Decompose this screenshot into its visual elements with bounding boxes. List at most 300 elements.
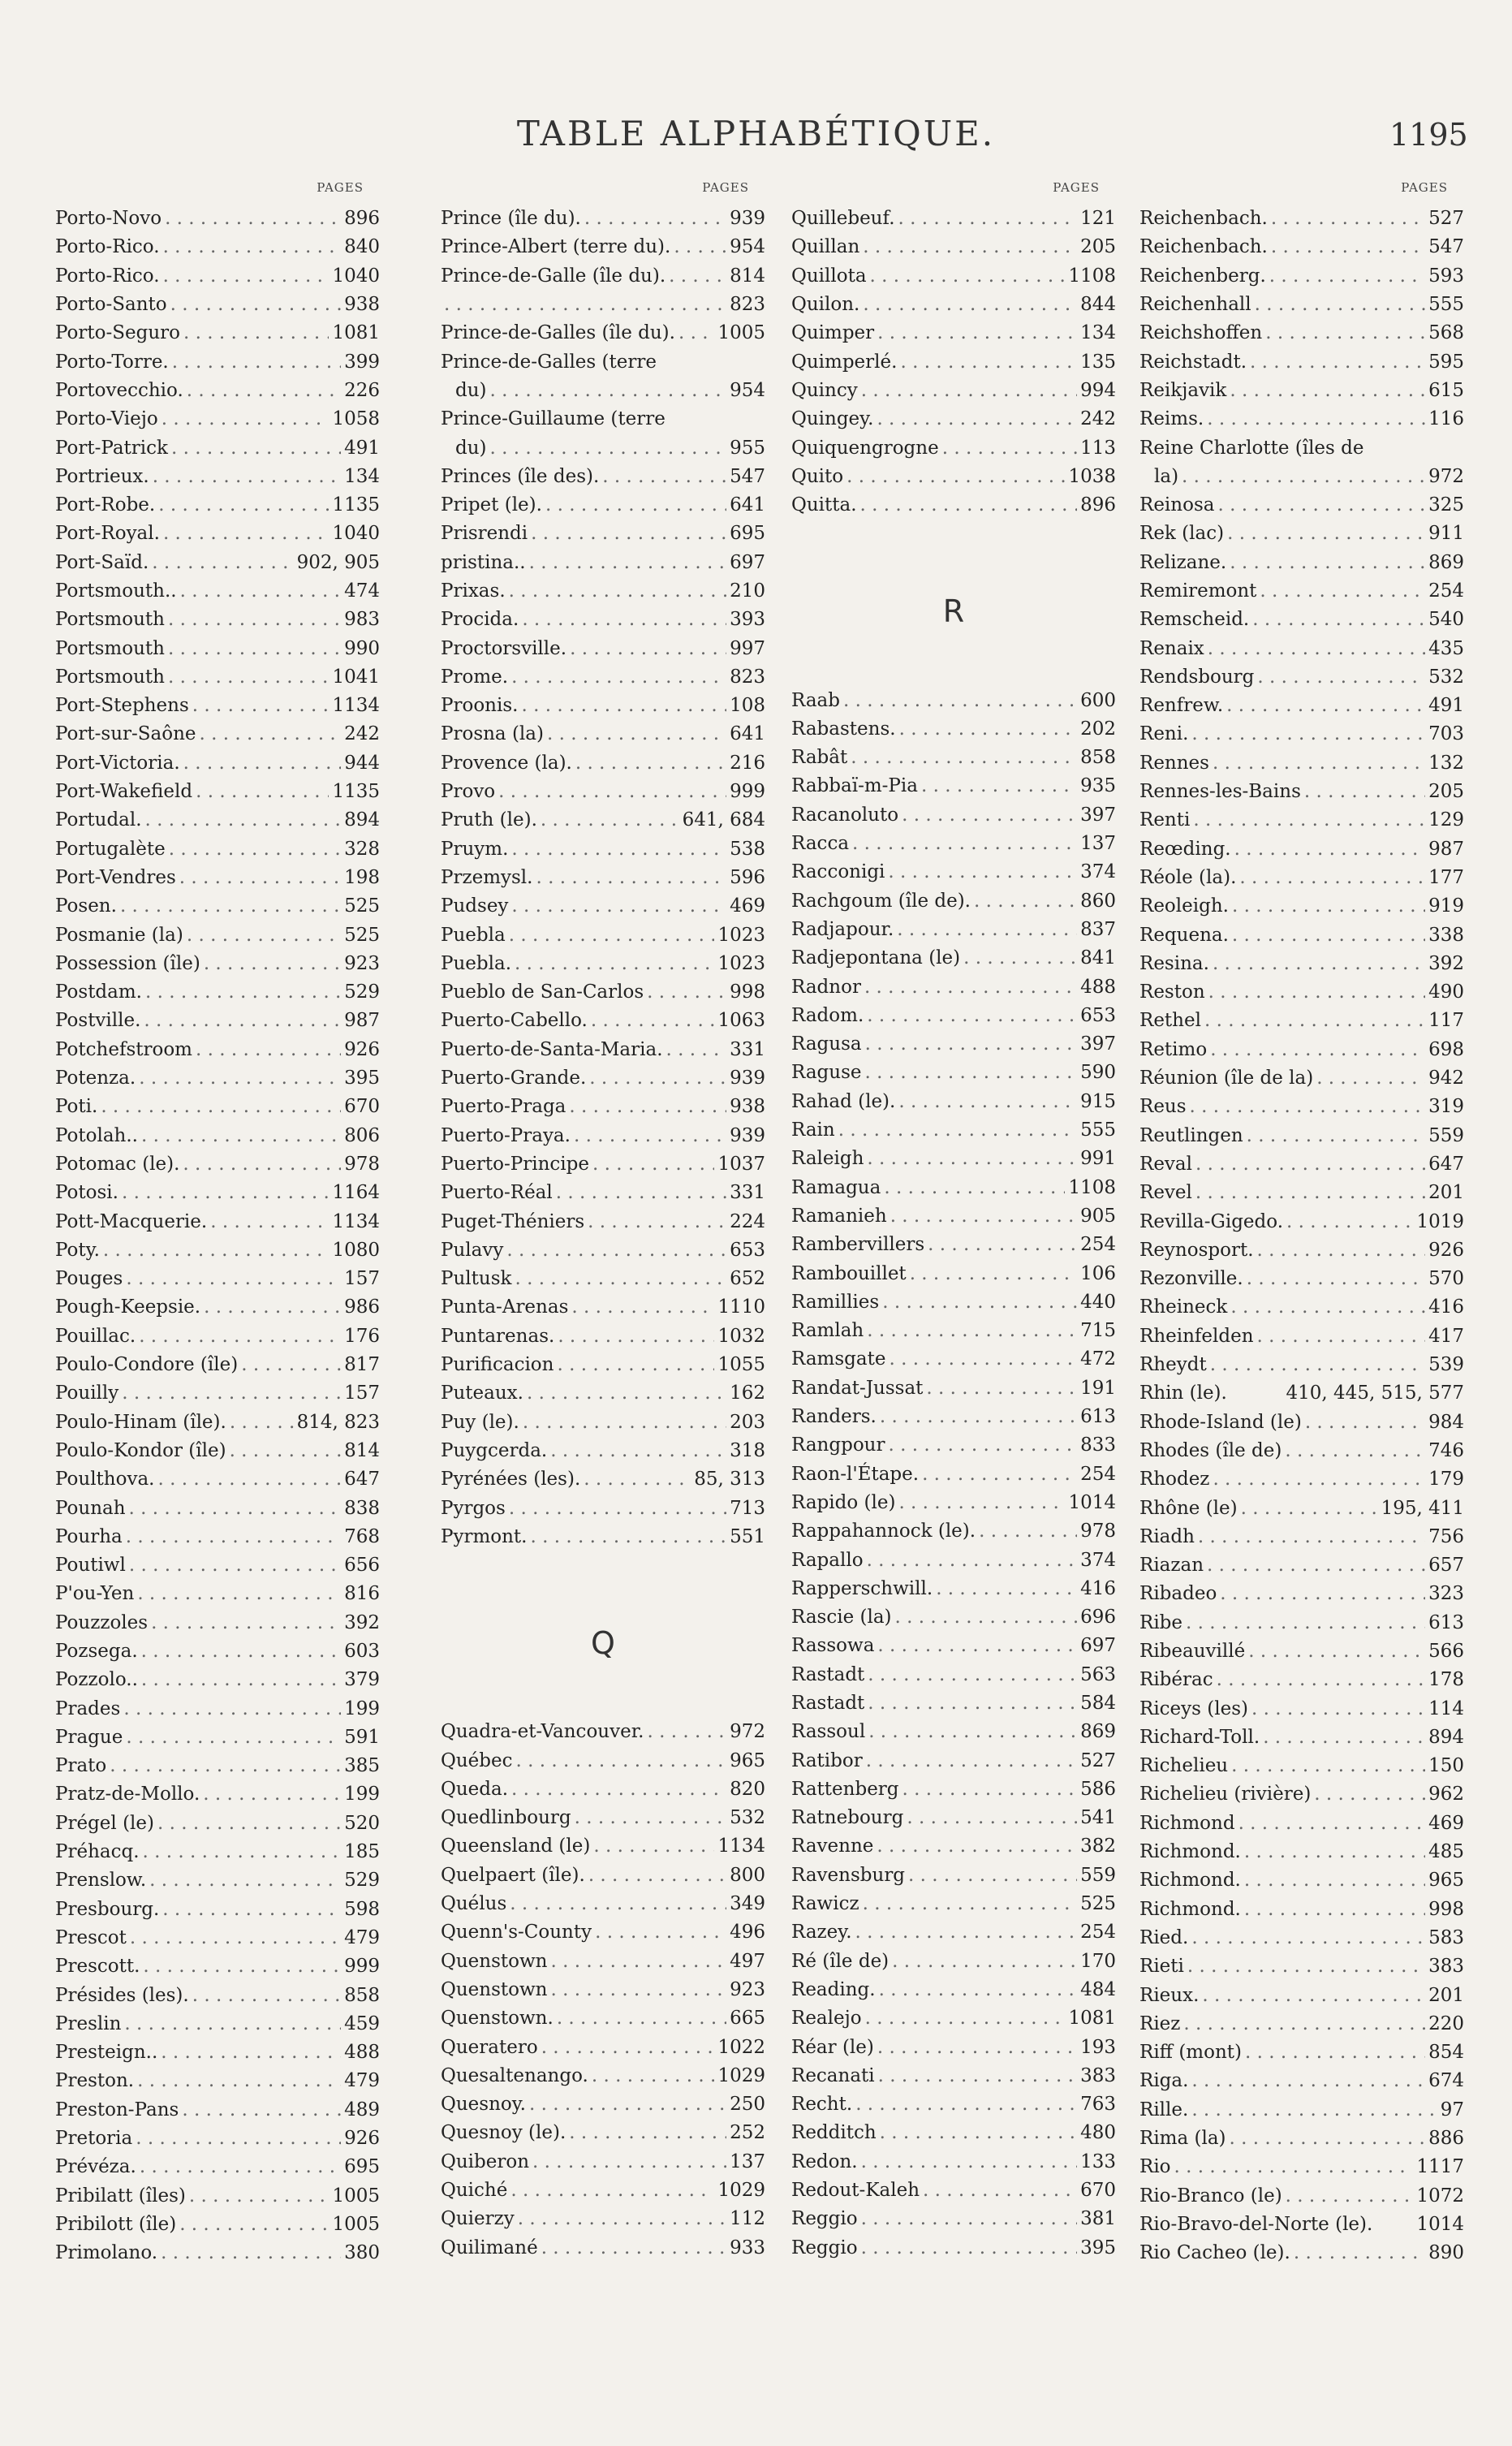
index-entry (441, 1351, 765, 1379)
leader-dots (183, 324, 329, 343)
entry-name: Quincy (791, 379, 858, 401)
entry-page: 399 (344, 351, 380, 373)
spacer (791, 629, 1116, 658)
entry-name: Rieux. (1139, 1984, 1200, 2006)
index-entry (441, 1007, 765, 1035)
entry-page: 600 (1080, 689, 1116, 711)
entry-page: 1081 (1068, 2008, 1116, 2030)
entry-name: Port-Saïd. (55, 551, 149, 573)
entry-page: 806 (344, 1124, 380, 1146)
leader-dots (163, 524, 330, 543)
index-entry (791, 1345, 1116, 1374)
entry-name: Ribeauvillé (1139, 1640, 1246, 1662)
index-entry (55, 1093, 380, 1121)
entry-page: 990 (344, 637, 380, 659)
entry-name: Pruth (le). (441, 809, 537, 831)
index-entry (791, 1116, 1116, 1145)
index-entry (791, 205, 1116, 233)
index-entry (55, 1322, 380, 1351)
entry-page: 999 (730, 781, 765, 803)
entry-name: Posen. (55, 895, 117, 917)
entry-name: Rascie (la) (791, 1607, 892, 1629)
entry-page: 191 (1080, 1377, 1116, 1399)
entry-name: Reus (1139, 1096, 1187, 1118)
spacer (791, 658, 1116, 686)
entry-page: 986 (344, 1296, 380, 1318)
index-entry (1139, 1064, 1464, 1093)
entry-page: 490 (1428, 981, 1464, 1003)
index-entry (1139, 1752, 1464, 1780)
entry-name: Ravensburg (791, 1864, 906, 1886)
entry-page: 814, 823 (296, 1411, 380, 1433)
leader-dots (529, 2095, 726, 2114)
index-entry (55, 720, 380, 748)
entry-page: 894 (344, 809, 380, 831)
entry-page: 697 (730, 551, 765, 573)
entry-page: 395 (344, 1068, 380, 1089)
leader-dots (584, 1470, 691, 1489)
entry-name: Pouilly (55, 1383, 119, 1404)
index-entry (441, 1718, 765, 1746)
index-entry (55, 950, 380, 978)
entry-page: 869 (1428, 551, 1464, 573)
leader-dots (1271, 238, 1425, 257)
entry-page: 1029 (717, 2180, 765, 2202)
entry-name: Renaix (1139, 637, 1204, 659)
leader-dots (843, 692, 1077, 710)
index-entry (1139, 1122, 1464, 1150)
index-entry (791, 1088, 1116, 1116)
index-entry (1139, 1265, 1464, 1293)
entry-page: 328 (344, 838, 380, 860)
entry-name: Razey. (791, 1922, 852, 1943)
entry-name: Realejo (791, 2008, 862, 2030)
entry-name: Porto-Viejo (55, 408, 158, 430)
leader-dots (899, 720, 1078, 739)
entry-page: 242 (1080, 408, 1116, 430)
leader-dots (509, 582, 726, 601)
entry-page: 374 (1080, 1549, 1116, 1571)
entry-name: Prince-de-Galles (île du). (441, 322, 675, 344)
entry-page: 905 (1080, 1205, 1116, 1227)
leader-dots (490, 439, 727, 458)
entry-name: Presteign.. (55, 2042, 158, 2064)
entry-name: Richmond. (1139, 1841, 1241, 1863)
leader-dots (882, 1293, 1077, 1312)
entry-name: Rangpour (791, 1434, 885, 1456)
entry-name: Rapallo (791, 1549, 864, 1571)
entry-page: 116 (1428, 408, 1464, 430)
entry-name: Ratnebourg (791, 1807, 904, 1829)
leader-dots (1269, 267, 1425, 286)
entry-page: 1063 (717, 1010, 765, 1032)
index-entry (55, 205, 380, 233)
index-entry (441, 1408, 765, 1436)
index-entry-line (1139, 434, 1464, 462)
entry-name: Portugalète (55, 838, 166, 860)
entry-page: 383 (1428, 1956, 1464, 1978)
entry-page: 323 (1428, 1583, 1464, 1605)
leader-dots (152, 554, 293, 572)
index-entry (791, 801, 1116, 830)
entry-name: Puerto-Praya. (441, 1124, 571, 1146)
leader-dots (1286, 2187, 1414, 2206)
entry-page: 583 (1428, 1926, 1464, 1948)
entry-name: Renfrew. (1139, 695, 1224, 717)
index-entry (1139, 577, 1464, 606)
index-entry (55, 1752, 380, 1780)
entry-name: Portrieux. (55, 465, 149, 487)
index-entry (1139, 377, 1464, 405)
entry-page: 935 (1080, 775, 1116, 797)
index-entry (55, 1810, 380, 1838)
entry-name: Porto-Novo (55, 208, 162, 230)
entry-page: 117 (1428, 1010, 1464, 1032)
index-entry (1139, 1580, 1464, 1608)
entry-page: 134 (1080, 322, 1116, 344)
index-entry (55, 2181, 380, 2210)
entry-page: 220 (1428, 2012, 1464, 2034)
entry-page: 1080 (332, 1239, 380, 1261)
entry-page: 547 (1428, 236, 1464, 258)
entry-name: Rambervillers (791, 1234, 925, 1256)
leader-dots (1217, 496, 1425, 515)
index-entry (791, 1374, 1116, 1403)
index-entry (55, 1293, 380, 1322)
entry-name: Reggio (791, 2208, 858, 2230)
entry-page: 713 (730, 1497, 765, 1519)
entry-page: 902, 905 (296, 551, 380, 573)
entry-name: Prome. (441, 666, 509, 688)
entry-page: 479 (344, 2070, 380, 2092)
index-entry (791, 944, 1116, 973)
entry-name: Port-Robe. (55, 494, 156, 516)
index-entry (791, 887, 1116, 916)
entry-page: 555 (1080, 1119, 1116, 1141)
entry-page: 566 (1428, 1640, 1464, 1662)
index-entry (1139, 864, 1464, 892)
entry-name: Racca (791, 833, 850, 855)
entry-name: Proonis. (441, 695, 519, 717)
leader-dots (196, 1041, 341, 1059)
index-entry (1139, 1780, 1464, 1809)
entry-name: Recanati (791, 2064, 875, 2086)
entry-page: 525 (344, 924, 380, 946)
entry-name: Poulthova. (55, 1469, 155, 1490)
index-entry (55, 892, 380, 921)
entry-name: Remiremont (1139, 580, 1257, 602)
entry-name: Reni. (1139, 723, 1189, 745)
index-entry (791, 1775, 1116, 1804)
entry-page: 656 (344, 1555, 380, 1577)
entry-page: 613 (1080, 1406, 1116, 1428)
entry-page: 201 (1428, 1984, 1464, 2006)
entry-page: 817 (344, 1354, 380, 1376)
entry-name: Prixas. (441, 580, 506, 602)
index-entry (55, 1723, 380, 1752)
entry-page: 416 (1428, 1296, 1464, 1318)
leader-dots (126, 1728, 341, 1747)
entry-name: Queda. (441, 1778, 509, 1800)
entry-page: 568 (1428, 322, 1464, 344)
leader-dots (1191, 2072, 1425, 2090)
leader-dots (506, 1241, 726, 1260)
entry-page: 559 (1080, 1864, 1116, 1886)
index-entry (1139, 1150, 1464, 1179)
entry-page: 1022 (717, 2036, 765, 2058)
index-entry (791, 463, 1116, 491)
entry-page: 613 (1428, 1611, 1464, 1633)
entry-name: Rethel (1139, 1010, 1201, 1032)
entry-name: Réunion (île de la) (1139, 1068, 1314, 1089)
entry-name: Reichstadt. (1139, 351, 1247, 373)
leader-dots (523, 1413, 726, 1432)
leader-dots (1263, 1728, 1425, 1747)
leader-dots (1230, 382, 1425, 400)
index-entry (1139, 262, 1464, 291)
index-entry (55, 1007, 380, 1035)
spacer (441, 1551, 765, 1580)
index-entry (791, 291, 1116, 319)
leader-dots (1230, 554, 1425, 572)
entry-page: 331 (730, 1182, 765, 1204)
entry-name: Pyrgos (441, 1497, 506, 1519)
entry-page: 325 (1428, 494, 1464, 516)
index-entry (55, 549, 380, 577)
leader-dots (158, 496, 329, 515)
leader-dots (910, 1265, 1077, 1283)
index-entry (441, 950, 765, 978)
entry-page: 114 (1428, 1698, 1464, 1719)
leader-dots (141, 1671, 341, 1689)
entry-page: 254 (1080, 1234, 1116, 1256)
leader-dots (130, 1929, 341, 1948)
entry-page: 416 (1080, 1577, 1116, 1599)
index-entry (55, 1351, 380, 1379)
entry-name: Quenstown (441, 1950, 548, 1972)
index-entry (791, 1317, 1116, 1345)
entry-page: 647 (344, 1469, 380, 1490)
entry-name: Reoleigh. (1139, 895, 1229, 917)
entry-page: 529 (344, 1870, 380, 1892)
index-entry (1139, 1007, 1464, 1035)
leader-dots (890, 1207, 1077, 1226)
entry-name: Queensland (le) (441, 1836, 591, 1857)
leader-dots (511, 840, 726, 859)
entry-name: Reading. (791, 1978, 876, 2000)
entry-name: Pyrénées (les). (441, 1469, 581, 1490)
index-entry (1139, 1093, 1464, 1121)
entry-name: Québec (441, 1749, 513, 1771)
entry-name: Ramagua (791, 1176, 881, 1198)
leader-dots (1260, 582, 1425, 601)
leader-dots (204, 1298, 341, 1317)
leader-dots (1238, 1814, 1426, 1833)
entry-name: Radjepontana (le) (791, 947, 961, 969)
entry-name: Richmond. (1139, 1870, 1241, 1892)
leader-dots (140, 2158, 341, 2176)
leader-dots (1247, 1127, 1425, 1145)
entry-page: 987 (1428, 838, 1464, 860)
leader-dots (557, 2009, 726, 2028)
leader-dots (162, 410, 330, 429)
entry-page: 216 (730, 752, 765, 774)
index-entry (55, 606, 380, 634)
entry-name: Quimperlé. (791, 351, 898, 373)
leader-dots (556, 1184, 726, 1202)
entry-name: Quelpaert (île). (441, 1864, 585, 1886)
leader-dots (892, 1952, 1077, 1971)
entry-name: Poulo-Condore (île) (55, 1354, 239, 1376)
entry-page: 703 (1428, 723, 1464, 745)
index-entry-line (441, 347, 765, 376)
entry-page: 397 (1080, 804, 1116, 826)
entry-page: 586 (1080, 1778, 1116, 1800)
leader-dots (141, 1642, 341, 1661)
entry-name: Rabastens. (791, 718, 896, 740)
entry-page: 994 (1080, 379, 1116, 401)
leader-dots (865, 2009, 1066, 2028)
spacer (791, 520, 1116, 548)
index-entry (441, 1207, 765, 1236)
leader-dots (1190, 1098, 1426, 1116)
entry-page: 202 (1080, 718, 1116, 740)
index-entry (441, 978, 765, 1007)
entry-page: 972 (730, 1721, 765, 1743)
index-entry (441, 1775, 765, 1804)
entry-name: Rhodez (1139, 1469, 1210, 1490)
entry-name: Randat-Jussat (791, 1377, 924, 1399)
leader-dots (141, 1127, 341, 1145)
entry-page: 108 (730, 695, 765, 717)
index-entry (55, 978, 380, 1007)
entry-page: 1023 (717, 952, 765, 974)
entry-page: 978 (344, 1153, 380, 1175)
entry-name: Revel (1139, 1182, 1192, 1204)
entry-page: 380 (344, 2242, 380, 2264)
leader-dots (168, 668, 329, 687)
entry-name: Puntarenas. (441, 1325, 555, 1347)
entry-page: 338 (1428, 924, 1464, 946)
leader-dots (1213, 754, 1425, 773)
leader-dots (151, 1614, 341, 1633)
leader-dots (136, 2129, 341, 2148)
entry-name: Pouillac. (55, 1325, 136, 1347)
entry-page: 551 (730, 1525, 765, 1547)
entry-page: 85, 313 (694, 1469, 765, 1490)
entry-name: Puebla (441, 924, 506, 946)
entry-name: Reggio (791, 2237, 858, 2258)
leader-dots (1186, 1614, 1425, 1633)
entry-page: 1014 (1068, 1491, 1116, 1513)
index-entry (1139, 749, 1464, 778)
index-entry (441, 2062, 765, 2090)
entry-page: 942 (1428, 1068, 1464, 1089)
leader-dots (522, 610, 726, 629)
leader-dots (536, 869, 726, 887)
entry-name: Ré (île de) (791, 1950, 890, 1972)
entry-page: 541 (1080, 1807, 1116, 1829)
entry-page: 955 (730, 437, 765, 459)
entry-page: 603 (344, 1640, 380, 1662)
entry-page: 479 (344, 1926, 380, 1948)
leader-dots (122, 1384, 341, 1403)
entry-page: 911 (1428, 523, 1464, 545)
entry-name: Port-Stephens (55, 695, 189, 717)
index-entry (441, 2148, 765, 2176)
index-entry (1139, 1408, 1464, 1436)
entry-page: 210 (730, 580, 765, 602)
leader-dots (878, 2067, 1077, 2086)
leader-dots (647, 983, 726, 1002)
entry-page: 933 (730, 2237, 765, 2258)
entry-page: 653 (730, 1239, 765, 1261)
leader-dots (877, 1637, 1077, 1655)
entry-name: Reichenberg. (1139, 265, 1266, 287)
pages-column-label: PAGES (702, 180, 749, 195)
index-entry (791, 1489, 1116, 1517)
index-entry (441, 1465, 765, 1494)
entry-name: Puerto-Cabello. (441, 1010, 588, 1032)
index-entry (791, 1517, 1116, 1546)
leader-dots (101, 1098, 341, 1116)
entry-page: 641 (730, 723, 765, 745)
leader-dots (1285, 1442, 1425, 1460)
entry-name: Pueblo de San-Carlos (441, 981, 644, 1003)
index-entry (441, 1179, 765, 1207)
index-entry (1139, 1494, 1464, 1522)
leader-dots (515, 955, 714, 973)
leader-dots (867, 1150, 1077, 1168)
entry-page: 383 (1080, 2064, 1116, 2086)
index-entry (55, 463, 380, 491)
entry-page: 697 (1080, 1635, 1116, 1657)
leader-dots (531, 524, 726, 543)
leader-dots (591, 1012, 715, 1030)
index-entry (791, 2205, 1116, 2233)
leader-dots (1207, 1556, 1425, 1575)
entry-page: 938 (730, 1096, 765, 1118)
entry-page: 106 (1080, 1262, 1116, 1284)
entry-page: 1040 (332, 523, 380, 545)
entry-name: Portsmouth (55, 637, 165, 659)
entry-page: 555 (1428, 294, 1464, 316)
entry-name: Rhône (le) (1139, 1497, 1238, 1519)
index-entry (55, 347, 380, 376)
index-entry (791, 2033, 1116, 2061)
leader-dots (908, 1866, 1077, 1885)
index-entry (1139, 1666, 1464, 1694)
entry-page: 800 (730, 1864, 765, 1886)
entry-page: 392 (1428, 952, 1464, 974)
index-column-2 (441, 180, 765, 2263)
index-entry (1139, 463, 1464, 491)
leader-dots (550, 1442, 726, 1460)
leader-dots (163, 238, 342, 257)
entry-name: Rio (1139, 2156, 1171, 2178)
entry-page: 962 (1428, 1784, 1464, 1805)
index-entry (441, 233, 765, 261)
leader-dots (110, 1757, 341, 1775)
leader-dots (1213, 955, 1425, 973)
leader-dots (877, 324, 1077, 343)
index-entry (791, 744, 1116, 772)
pages-column-label: PAGES (1053, 180, 1100, 195)
index-entry (441, 864, 765, 892)
index-entry (1139, 1293, 1464, 1322)
index-entry (441, 892, 765, 921)
entry-page: 838 (344, 1497, 380, 1519)
